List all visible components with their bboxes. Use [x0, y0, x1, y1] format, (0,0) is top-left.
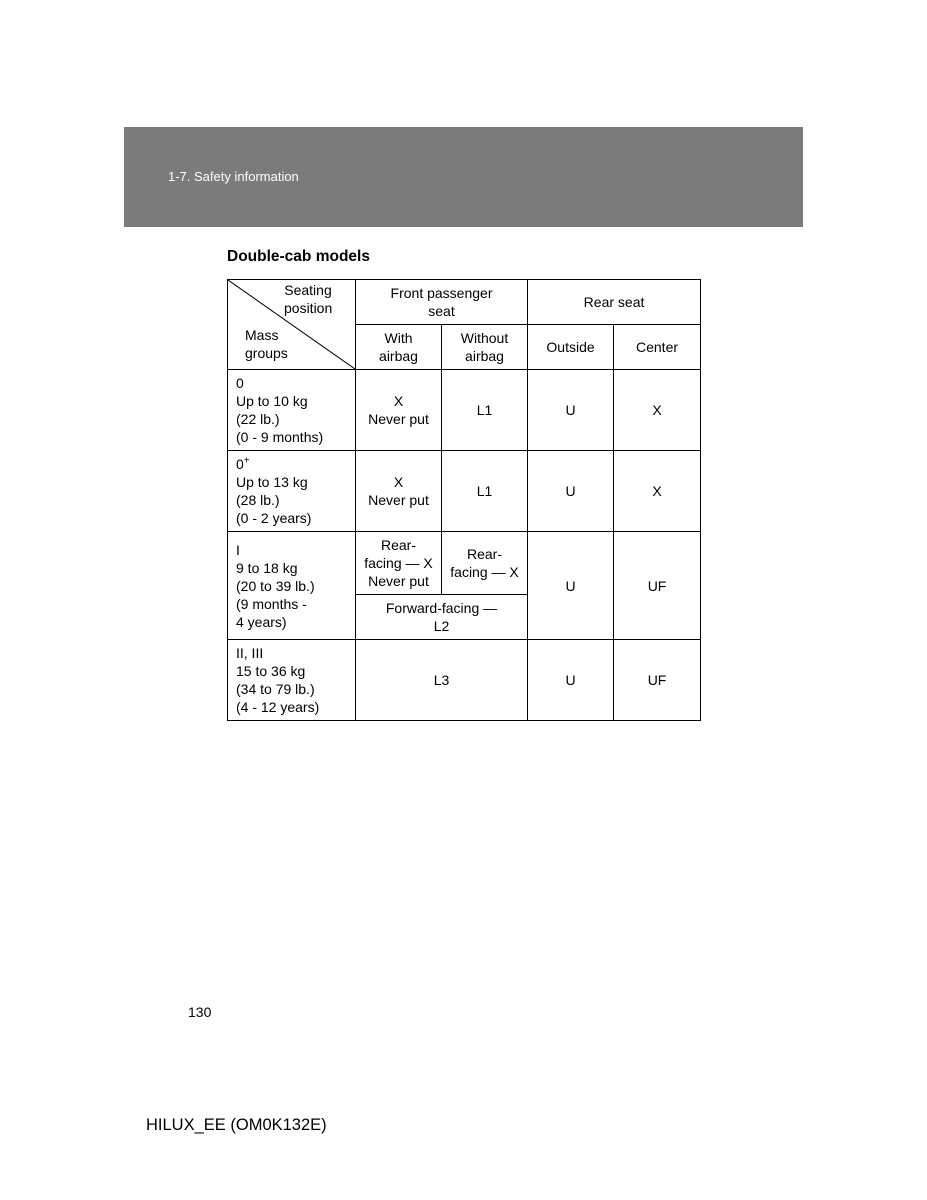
document-code: HILUX_EE (OM0K132E) [146, 1116, 327, 1134]
mass-group-cell [228, 370, 356, 451]
forward-facing-cell [356, 595, 528, 640]
with-airbag-cell [356, 370, 442, 451]
table-row [228, 451, 701, 532]
group-line: Up to 10 kg [236, 393, 308, 409]
group-name: II, III [236, 645, 264, 661]
corner-bottom-line: groups [245, 345, 288, 361]
outside-cell: U [528, 640, 614, 721]
group-line: (34 to 79 lb.) [236, 681, 315, 697]
center-header: Center [614, 325, 701, 370]
cell-line: L2 [433, 618, 450, 634]
outside-cell: U [528, 532, 614, 640]
without-airbag-header [442, 325, 528, 370]
cell-line: Forward-facing — [385, 600, 498, 616]
outside-cell: U [528, 451, 614, 532]
cell-line: Never put [368, 492, 429, 508]
center-cell: UF [614, 532, 701, 640]
header-line: With [384, 330, 413, 346]
without-airbag-cell: L1 [442, 370, 528, 451]
group-line: 15 to 36 kg [236, 663, 306, 679]
mass-group-cell [228, 451, 356, 532]
child-seat-table [227, 279, 701, 721]
center-cell: X [614, 370, 701, 451]
group-name: I [236, 541, 240, 558]
cell-line: X [393, 474, 404, 490]
corner-top-line: position [284, 300, 333, 316]
cell-line: facing — X [364, 555, 433, 571]
cell-line: X [393, 393, 404, 409]
corner-top-line: Seating [284, 282, 332, 298]
corner-header-cell [228, 280, 356, 370]
group-name [236, 455, 355, 473]
cell-line: Never put [368, 573, 429, 589]
header-line: airbag [465, 348, 504, 364]
rear-seat-header: Rear seat [528, 280, 701, 325]
corner-bottom-line: Mass [245, 327, 279, 343]
seating-position-label [284, 281, 332, 317]
group-line: (20 to 39 lb.) [236, 577, 315, 594]
group-line: 4 years) [236, 613, 287, 630]
header-line: Without [460, 330, 509, 346]
page-number: 130 [188, 1004, 212, 1020]
with-airbag-cell [356, 532, 442, 595]
with-airbag-header [356, 325, 442, 370]
header-row-1 [228, 280, 701, 325]
header-line: Front passenger [390, 285, 493, 301]
outside-header: Outside [528, 325, 614, 370]
without-airbag-cell [442, 532, 528, 595]
with-airbag-cell [356, 451, 442, 532]
group-line: (4 - 12 years) [236, 699, 320, 715]
table-row [228, 370, 701, 451]
cell-line: Never put [368, 411, 429, 427]
front-seat-cell: L3 [356, 640, 528, 721]
cell-line: Rear- [467, 546, 503, 562]
cell-line: facing — X [450, 564, 519, 580]
table-row [228, 640, 701, 721]
table-row [228, 532, 701, 595]
cell-line: Rear- [380, 537, 416, 553]
mass-groups-label [245, 326, 288, 362]
group-line: Up to 13 kg [236, 474, 308, 490]
group-name: 0 [236, 375, 244, 391]
section-header-band [124, 127, 803, 227]
section-label: 1-7. Safety information [168, 169, 299, 184]
center-cell: UF [614, 640, 701, 721]
without-airbag-cell: L1 [442, 451, 528, 532]
group-superscript: + [243, 455, 250, 467]
outside-cell: U [528, 370, 614, 451]
group-line: (0 - 2 years) [236, 510, 312, 526]
group-line: (28 lb.) [236, 492, 280, 508]
page-heading: Double-cab models [227, 248, 370, 265]
group-name-text: 0 [236, 456, 244, 472]
front-passenger-header [356, 280, 528, 325]
mass-group-cell [228, 532, 356, 640]
group-line: (0 - 9 months) [236, 429, 324, 445]
mass-group-cell [228, 640, 356, 721]
group-line: (9 months - [236, 595, 307, 612]
header-line: airbag [379, 348, 418, 364]
group-line: 9 to 18 kg [236, 559, 298, 576]
group-line: (22 lb.) [236, 411, 280, 427]
center-cell: X [614, 451, 701, 532]
header-line: seat [428, 303, 455, 319]
